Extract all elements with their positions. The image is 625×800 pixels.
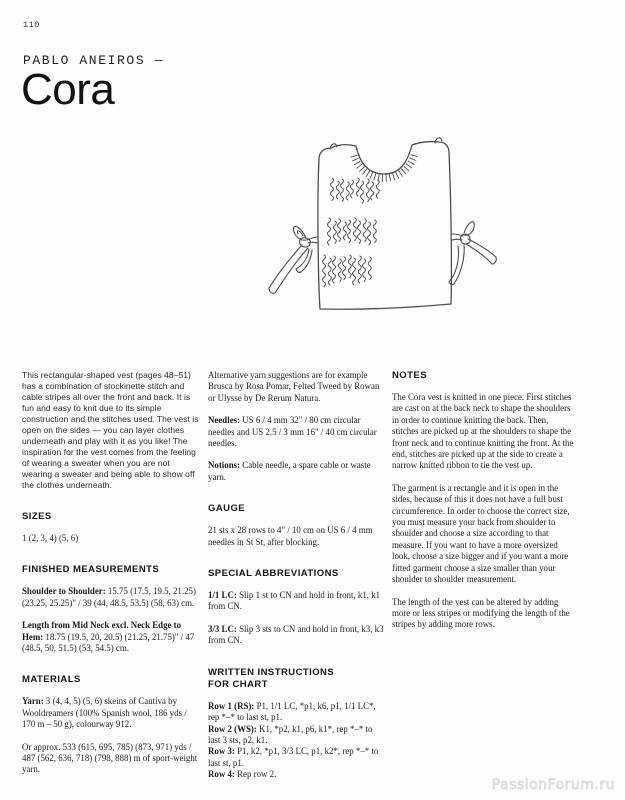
notes-paragraph-2: The garment is a rectangle and it is open in the sides, because of this it does not have a full bust circumference. In order to choose the correct size, you must measure your back from shoulder to shoulder and choose a size according to that measure. If you want to have a more oversized look, choose a size bigger and if you want a more fitted garment choose a size smaller than your shoulder to shoulder measurement. [392,482,570,585]
notes-paragraph-3: The length of the vest can be altered by adding more or less stripes or modifying the length of the stripes by adding more rows. [392,596,570,630]
row-instruction: Row 2 (WS): K1, *p2, k1, p6, k1*, rep *–* to last 3 sts, p2, k1. [208,723,373,745]
chart-row-instructions [208,701,386,781]
abbr1-label: 1/1 LC: [208,590,237,601]
yarn-label: Yarn: [22,696,44,707]
notions-label: Notions: [208,460,241,471]
length-measurement: Length from Mid Neck excl. Neck Edge to Hem: 18.75 (19.5, 20, 20.5) (21.25, 21.75)" / 47 (48.5, 50, 51.5) (53, 54.5) cm. [22,620,195,654]
page-number: 110 [23,20,40,30]
row-instruction: Row 4: Rep row 2. [208,769,277,780]
shoulder-label: Shoulder to Shoulder: [22,586,106,597]
intro-paragraph: This rectangular-shaped vest (pages 48–51) has a combination of stockinette stitch and cable stripes all over the front and back. It is fun and easy to knit due to its simple construction and the stitches used. The vest is open on the sides — you can layer clothes underneath and play with it as you like! The inspiration for the vest comes from the feeling of wearing a sweater when you are not wearing a sweater and being able to show off the clothes underneath. [22,370,199,490]
row-instruction: Row 1 (RS): P1, 1/1 LC, *p1, k6, p1, 1/1 LC*, rep *–* to last st, p1. [208,700,376,723]
left-column [22,370,200,787]
finished-measurements-heading: FINISHED MEASUREMENTS [22,564,160,576]
middle-column [208,370,386,781]
abbr2-label: 3/3 LC: [208,623,237,634]
yarn-alternative: Or approx. 533 (615, 695, 785) (873, 971) yds / 487 (562, 636, 718) (798, 888) m of sport-weight yarn. [22,741,198,775]
materials-heading: MATERIALS [22,674,81,686]
alt-yarn-paragraph: Alternative yarn suggestions are for example Brusca by Rosa Pomar, Felted Tweed by Rowan or Ulysse by De Rerum Natura. [208,370,380,403]
needles-info: Needles: US 6 / 4 mm 32" / 80 cm circular needles and US 2.5 / 3 mm 16" / 40 cm circular needles. [208,415,377,449]
vest-illustration [256,128,501,323]
sizes-heading: SIZES [22,511,52,522]
right-column [392,370,574,642]
notions-info: Notions: Cable needle, a spare cable or waste yarn. [208,460,371,482]
needles-label: Needles: [208,415,241,426]
gauge-heading: GAUGE [208,503,246,515]
yarn-info: Yarn: 3 (4, 4, 5) (5, 6) skeins of Cautiva by Wooldreamers (100% Spanish wool, 186 yds / 170 m – 50 g), colourway 912. [22,696,187,730]
abbreviation-1-1-lc: 1/1 LC: Slip 1 st to CN and hold in front, k1, k1 from CN. [208,590,381,612]
row-instruction: Row 3: P1, k2, *p1, 3/3 LC, p1, k2*, rep *–* to last st, p1. [208,746,379,768]
length-label: Length from Mid Neck excl. Neck Edge to Hem: [22,620,182,642]
special-abbreviations-heading: SPECIAL ABBREVIATIONS [208,568,339,580]
sizes-value: 1 (2, 3, 4) (5, 6) [22,533,79,543]
author-name: PABLO ANEIROS — [23,53,165,68]
notes-paragraph-1: The Cora vest is knitted in one piece. First stitches are cast on at the back neck to shape the shoulders in order to continue knitting the back. Then, stitches are picked up at the shoulders to shape the front neck and to continue knitting the front. At the end, stitches are picked up at the side to create a narrow knitted ribbon to tie the vest up. [392,392,574,471]
page-title: Cora [21,65,115,114]
notes-heading: NOTES [392,370,427,381]
gauge-text: 21 sts x 28 rows to 4" / 10 cm on US 6 / 4 mm needles in St St, after blocking. [208,525,373,547]
watermark: PassionForum.ru [491,777,615,793]
written-instructions-heading: WRITTEN INSTRUCTIONS FOR CHART [208,666,335,690]
abbreviation-3-3-lc: 3/3 LC: Slip 3 sts to CN and hold in front, k3, k3 from CN. [208,623,384,646]
shoulder-measurement: Shoulder to Shoulder: 15.75 (17.5, 19.5, 21.25) (23.25, 25.25)" / 39 (44, 48.5, 53.5) (58, 63) cm. [22,586,196,608]
